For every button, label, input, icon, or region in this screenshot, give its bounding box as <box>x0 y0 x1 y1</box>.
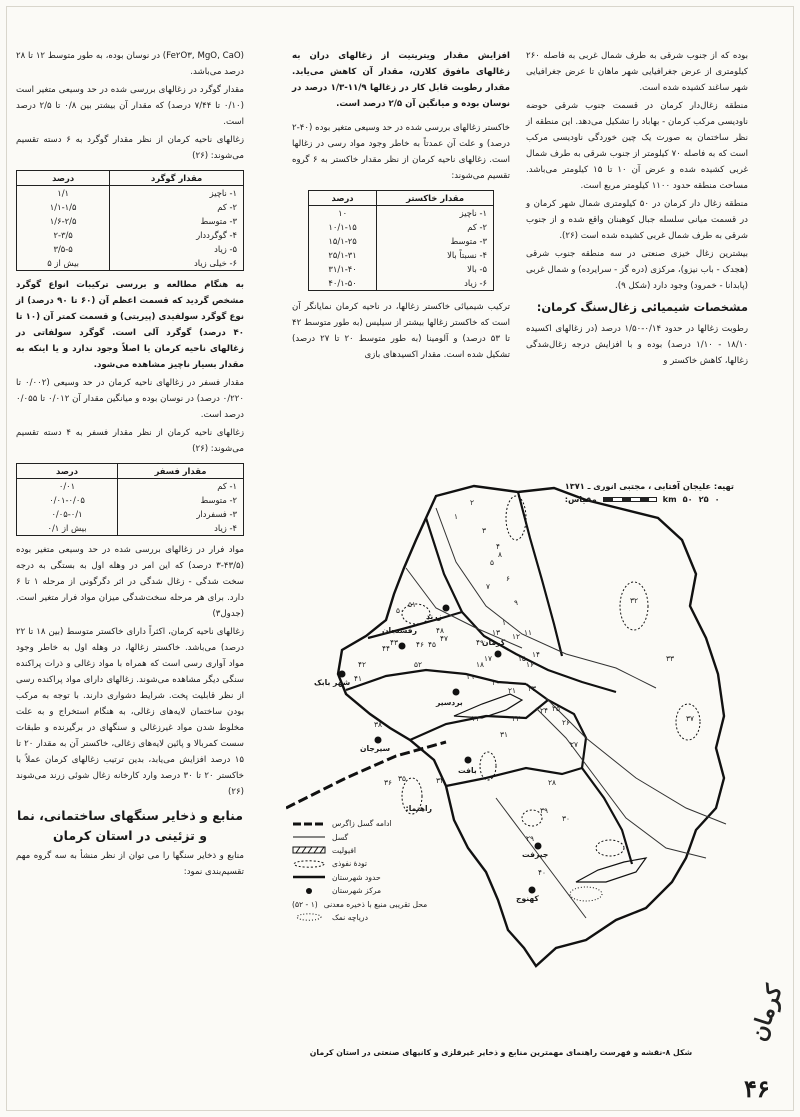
salt-lake <box>570 887 602 901</box>
legend-item <box>292 897 432 910</box>
table-cell-label: ۶- خیلی زیاد <box>110 256 244 271</box>
site-number: ۵۱ <box>408 600 416 609</box>
city-label-zarand: زرند <box>426 612 442 621</box>
map-prepared-by: تهیه: علیجان آفتابی ، مجتبی انوری ـ ۱۳۷۱ <box>564 481 734 491</box>
sulfur-table-header-label: مقدار گوگرد <box>110 171 244 186</box>
city-label-shahrbabak: شهر بابک <box>314 678 351 687</box>
legend-sample: (۵۲ - ۱) <box>292 899 318 909</box>
sulfur-table <box>16 170 244 271</box>
map-scale <box>565 493 734 506</box>
legend-item <box>292 830 432 843</box>
brand-logo: کرمان <box>745 981 788 1045</box>
table-row <box>17 228 244 242</box>
site-number: ۳۲ <box>630 596 638 605</box>
legend-label: ادامه گسل زاگرس <box>332 819 392 829</box>
legend-label: محل تقریبی منبع با ذخیره معدنی <box>323 899 428 909</box>
site-number: ۳۱ <box>500 730 508 739</box>
right-paragraph-3: منطقه زغال دار کرمان در ۵۰ کیلومتری شمال شهر کرمان و در قسمت میانی سلسله جبال کوهبنان واقع شده و از جنوب شرقی به طرف شمال غربی کشیده شده است (۲۶). <box>526 199 748 241</box>
right-paragraph-1: بوده که از جنوب شرقی به طرف شمال غربی به فاصله ۲۶۰ کیلومتری از عرض جغرافیایی شهر ماهان تا عرض جغرافیایی شهر ساغند کشیده شده است. <box>526 51 748 93</box>
site-number: ۱۶ <box>526 660 534 669</box>
city-label-sirjan: سیرجان <box>360 744 391 753</box>
city-label-rafsanjan: رفسنجان <box>382 626 417 635</box>
site-number: ۴۹ <box>476 638 484 647</box>
map-header <box>565 480 734 506</box>
city-center-shahrbabak <box>339 671 346 678</box>
table-row <box>17 479 244 494</box>
site-number: ۳۳ <box>472 714 480 723</box>
county-center-icon <box>292 887 326 895</box>
right-paragraph-4: بیشترین زغال خیزی صنعتی در سه منطقه جنوب شرقی (هجدک - باب نیزو)، مرکزی (دره گز - سرایرده) و شمال غربی (پابدانا - خمرود) وجود دارد (شکل ۹). <box>526 249 748 291</box>
left-paragraph-2: مقدار گوگرد در زغالهای بررسی شده در حد وسیعی متغیر است (۰/۱۰ تا ۷/۴۴ درصد) که مقدار آن بیشتر بین ۰/۸ تا ۲/۵ درصد است. <box>16 85 244 127</box>
city-label-kahnuj: کهنوج <box>516 894 539 903</box>
intrusive-body-1 <box>506 496 526 540</box>
site-number: ۲۴ <box>540 706 548 715</box>
map-drawing <box>286 478 742 1058</box>
page-number: ۴۶ <box>744 1074 770 1103</box>
zagros-fault-icon <box>292 820 326 828</box>
table-cell-label: ۳- متوسط <box>110 214 244 228</box>
table-cell-label: ۳- متوسط <box>377 234 494 248</box>
site-number: ۴۱ <box>354 674 362 683</box>
county-border-icon <box>292 873 326 881</box>
phosphor-table-header-percent: درصد <box>17 464 118 479</box>
map-scale-label: مقیاس: <box>564 494 597 504</box>
city-label-baft: بافت <box>458 766 477 775</box>
legend-item <box>292 911 432 924</box>
left-paragraph-6: زغالهای ناحیه کرمان از نظر مقدار فسفر به ۴ دسته تقسیم می‌شوند: (۲۶) <box>16 428 244 454</box>
table-cell-value: ۴۰/۱-۵۰ <box>309 276 377 291</box>
site-number: ۶ <box>506 574 510 583</box>
table-row <box>17 186 244 201</box>
map-scale-tick: ۵۰ <box>682 494 693 504</box>
site-number: ۴۶ <box>416 640 424 649</box>
table-row <box>309 206 494 221</box>
city-center-baft <box>465 757 472 764</box>
table-cell-value: ۲-۳/۵ <box>17 228 110 242</box>
building-stones-heading: منابع و ذخایر سنگهای ساختمانی، نما و تزئینی در استان کرمان <box>17 808 243 843</box>
site-number: ۲۲ <box>512 714 520 723</box>
left-paragraph-1: (Fe۲O۳, MgO, CaO) در نوسان بوده، به طور متوسط ۱۲ تا ۲۸ درصد می‌باشد. <box>16 51 244 77</box>
table-cell-label: ۲- کم <box>377 220 494 234</box>
table-cell-value: ۱۰/۱-۱۵ <box>309 220 377 234</box>
city-center-sirjan <box>375 737 382 744</box>
table-cell-value: ۳/۵-۵ <box>17 242 110 256</box>
site-number: ۴۲ <box>358 660 366 669</box>
site-number: ۹ <box>514 598 518 607</box>
city-center-bardsir <box>453 689 460 696</box>
ophiolite-belt-2 <box>576 858 646 882</box>
left-paragraph-5: مقدار فسفر در زغالهای ناحیه کرمان در حد وسیعی (۰/۰۰۲ تا ۰/۲۲۰ درصد) در نوسان بوده و میانگین مقدار آن ۰/۰۱۲ تا ۰/۰۵۵ درصد است. <box>16 378 245 420</box>
table-row <box>17 200 244 214</box>
table-cell-label: ۳- فسفردار <box>118 507 244 521</box>
chemical-properties-heading: مشخصات شیمیائی زغال‌سنگ کرمان: <box>536 300 748 314</box>
intrusive-body-8 <box>596 840 624 856</box>
site-number: ۲۷ <box>570 740 578 749</box>
site-number: ۱۰ <box>502 618 510 627</box>
map-legend <box>292 802 432 924</box>
map-scale-tick: ۰ <box>714 494 720 504</box>
site-number: ۴۴ <box>382 644 390 653</box>
site-number: ۲۹ <box>526 834 534 843</box>
site-number: ۳۴ <box>436 776 444 785</box>
table-cell-label: ۴- نسبتاً بالا <box>377 248 494 262</box>
site-number: ۳ <box>482 526 486 535</box>
salt-lake-icon <box>292 913 326 921</box>
sulfur-table-header-percent: درصد <box>17 171 110 186</box>
right-column <box>526 48 748 371</box>
site-number: ۲۶ <box>562 718 570 727</box>
ash-table-header-label: مقدار خاکستر <box>377 191 494 206</box>
table-cell-value: بیش از ۰/۱ <box>17 521 118 536</box>
site-number: ۳۰ <box>562 814 570 823</box>
site-number: ۱۲ <box>512 632 520 641</box>
site-number: ۲۸ <box>548 778 556 787</box>
site-number: ۳۹ <box>540 806 548 815</box>
mid-paragraph-1: افزایش مقدار ویتریتیت از زغالهای دران به زغالهای مافوق کلارن، مقدار آن کاهش می‌یابد. مقدار رطوبت قابل کار در زغالها ۱۱/۹-۱/۳ درصد در نوسان بوده و میانگین آن ۲/۵ درصد است. <box>292 51 510 109</box>
site-number: ۱۵ <box>518 654 526 663</box>
site-number: ۳۸ <box>374 720 382 729</box>
table-cell-value: ۰/۰۱-۰/۰۵ <box>17 493 118 507</box>
intrusive-body-2 <box>620 582 648 630</box>
site-number: ۳۳ <box>666 654 674 663</box>
city-center-rafsanjan <box>399 643 406 650</box>
legend-label: افیولیت <box>332 845 357 855</box>
ophiolite-icon <box>292 846 326 854</box>
left-paragraph-4: به هنگام مطالعه و بررسی ترکیبات انواع گوگرد مشخص گردید که قسمت اعظم آن (۶۰ تا ۹۰ درصد) از نوع گوگرد سولفیدی (پیریتی) و قسمت کمتر آن (۱۰ تا ۴۰ درصد) گوگرد آلی است. گوگرد سولفاتی در زغالهای ناحیه کرمان یا اصلاً وجود ندارد و یا اینکه به مقدار بسیار ناچیز مشاهده می‌شود. <box>16 280 244 370</box>
site-number: ۴۰ <box>538 868 546 877</box>
site-number: ۲ <box>470 498 474 507</box>
site-number: ۴۷ <box>440 634 448 643</box>
table-cell-label: ۵- زیاد <box>110 242 244 256</box>
legend-item <box>292 884 432 897</box>
table-cell-label: ۱- کم <box>118 479 244 494</box>
left-paragraph-7: مواد فرار در زغالهای بررسی شده در حد وسیعی متغیر بوده (۴۳/۵-۳ درصد) که این امر در وهله اول به بستگی به درجه سخت شدگی - زغال شدگی در اثر دگرگونی از مرحله ۱ تا ۶ دارد. برای هر مرحله سخت‌شدگی میزان مواد فرار متغیر است. (جدول۳) <box>16 545 244 619</box>
mid-paragraph-2: خاکستر زغالهای بررسی شده در حد وسیعی متغیر بوده (۴۰-۲ درصد) و علت آن عمدتاً به خاطر وجود مواد رسی در زغالها است. زغالهای ناحیه کرمان از نظر مقدار خاکستر به ۶ گروه تقسیم می‌شوند: <box>292 123 511 181</box>
legend-label: دریاچه نمک <box>332 912 368 922</box>
table-cell-label: ۲- کم <box>110 200 244 214</box>
fault-icon <box>292 833 326 841</box>
site-number: ۴۵ <box>428 640 436 649</box>
legend-item <box>292 844 432 857</box>
table-cell-label: ۲- متوسط <box>118 493 244 507</box>
site-number: ۳۷ <box>686 714 694 723</box>
middle-column <box>292 48 510 365</box>
map-caption: شکل ۸-نقشه و فهرست راهنمای مهمترین منابع و ذخایر غیرفلزی و کانیهای صنعتی در استان کرمان <box>309 1048 693 1057</box>
table-cell-value: ۱/۶-۲/۵ <box>17 214 110 228</box>
site-number: ۲۵ <box>552 704 560 713</box>
scale-bar-icon <box>603 497 657 502</box>
city-label-bardsir: بردسیر <box>436 698 463 707</box>
site-number: ۵۲ <box>414 660 422 669</box>
site-number: ۱۴ <box>532 650 540 659</box>
table-row <box>309 234 494 248</box>
ash-table-header-percent: درصد <box>309 191 377 206</box>
table-row <box>309 276 494 291</box>
legend-label: مرکز شهرستان <box>332 886 382 896</box>
legend-label: حدود شهرستان <box>332 872 381 882</box>
site-number: ۱۸ <box>476 660 484 669</box>
table-cell-label: ۵- بالا <box>377 262 494 276</box>
table-cell-label: ۶- زیاد <box>377 276 494 291</box>
table-cell-value: ۱/۱ <box>17 186 110 201</box>
table-row <box>309 262 494 276</box>
site-number: ۳۵ <box>398 774 406 783</box>
fault-line-3 <box>536 708 706 858</box>
intrusive-icon <box>292 860 326 868</box>
site-number: ۱۱ <box>524 628 532 637</box>
legend-item <box>292 817 432 830</box>
right-paragraph-5: رطوبت زغالها در حدود ۰/۱۴-۱/۵۰ درصد (در زغالهای اکسیده ۱۸/۱۰ - ۱/۱۰ درصد) بوده و با افزایش درجه زغال‌شدگی زغالها، کاهش خاکستر و <box>526 324 748 366</box>
intrusive-body-7 <box>522 810 542 826</box>
table-row <box>17 521 244 536</box>
site-number: ۴ <box>496 542 500 551</box>
table-cell-label: ۱- ناچیز <box>377 206 494 221</box>
site-number: ۳۶ <box>384 778 392 787</box>
legend-title: راهنما: <box>405 804 432 813</box>
city-center-kahnuj <box>529 887 536 894</box>
table-row <box>17 507 244 521</box>
city-center-kerman <box>495 651 502 658</box>
table-cell-value: ۰/۰۱ <box>17 479 118 494</box>
table-row <box>17 214 244 228</box>
table-cell-value: ۱۵/۱-۲۵ <box>309 234 377 248</box>
legend-item <box>292 871 432 884</box>
phosphor-table-header-label: مقدار فسفر <box>118 464 244 479</box>
site-number: ۲۳ <box>528 684 536 693</box>
map-scale-tick: ۲۵ <box>698 494 709 504</box>
table-row <box>17 493 244 507</box>
map-scale-unit: km <box>662 494 677 504</box>
table-row <box>17 256 244 271</box>
table-cell-value: بیش از ۵ <box>17 256 110 271</box>
site-number: ۲۱ <box>508 686 516 695</box>
site-number: ۴۳ <box>390 638 398 647</box>
site-number: ۵۰ <box>396 606 404 615</box>
site-number: ۱۳ <box>492 628 500 637</box>
city-center-zarand <box>443 605 450 612</box>
table-cell-value: ۳۱/۱-۴۰ <box>309 262 377 276</box>
site-number: ۱۷ <box>484 654 492 663</box>
left-column <box>16 48 244 882</box>
left-paragraph-3: زغالهای ناحیه کرمان از نظر مقدار گوگرد به ۶ دسته تقسیم می‌شوند: (۲۶) <box>16 135 244 161</box>
table-row <box>309 220 494 234</box>
legend-label: تودۀ نفوذی <box>332 859 368 869</box>
left-paragraph-9: منابع و ذخایر سنگها را می توان از نظر منشأ به سه گروه مهم تقسیم‌بندی نمود: <box>16 851 244 877</box>
city-label-jiroft: جیرفت <box>522 850 549 859</box>
table-cell-value: ۱۰ <box>309 206 377 221</box>
table-cell-value: ۱/۱-۱/۵ <box>17 200 110 214</box>
legend-item <box>292 857 432 870</box>
site-number: ۵ <box>490 558 494 567</box>
phosphor-table <box>16 463 244 536</box>
table-cell-value: ۲۵/۱-۳۱ <box>309 248 377 262</box>
table-cell-label: ۴- گوگرددار <box>110 228 244 242</box>
right-paragraph-2: منطقه زغال‌دار کرمان در قسمت جنوب شرقی حوضه ناودیسی مرکب کرمان - بهاباد را تشکیل می‌دهد. این منطقه از نظر ساختمان به صورت یک چین خوردگی ناودیسی مرکب است که به فاصله ۷۰ کیلومتر از جنوب شرقی به طرف شمال غربی کشیده شده و عرض آن ۱۰ تا ۱۵ کیلومتر می‌باشد. مساحت منطقه حدود ۱۱۰۰ کیلومتر مربع است. <box>526 101 748 191</box>
ash-table <box>308 190 494 291</box>
table-row <box>309 248 494 262</box>
site-number: ۲۰ <box>492 678 500 687</box>
table-cell-label: ۴- زیاد <box>118 521 244 536</box>
kerman-map <box>286 478 742 1058</box>
fault-line-2 <box>406 568 522 648</box>
legend-label: گسل <box>332 832 349 842</box>
mid-paragraph-3: ترکیب شیمیائی خاکستر زغالها، در ناحیه کرمان نمایانگر آن است که خاکستر زغالها بیشتر از سیلیس (به طور متوسط ۴۲ تا ۵۳ درصد) و آلومینا (به طور متوسط ۲۰ تا ۲۷ درصد) تشکیل شده است. مقدار اکسیدهای بازی <box>292 302 510 360</box>
city-label-kerman: کرمان <box>482 638 506 647</box>
table-cell-label: ۱- ناچیز <box>110 186 244 201</box>
site-number: ۱ <box>454 512 458 521</box>
left-paragraph-8: زغالهای ناحیه کرمان، اکثراً دارای خاکستر متوسط (بین ۱۸ تا ۲۲ درصد) می‌باشد. خاکستر زغالها، در وهله اول به خاطر وجود مواد آواری رسی است که همراه با مواد زغالی و ذرات پراکنده سنگی دیگر مشاهده می‌شوند. زغالهای دارای مواد پراکنده رسی از نظر قابلیت پخت. شرایط دشواری دارند. با توجه به مرکب بودن ساختمان لایه‌های زغالی، به هنگام استخراج و به علت مخلوط شدن مواد غیرزغالی و سنگهای در برگیرنده و طبقات سست کمربالا و پائین لایه‌های زغالی، خاکستر آن به مقدار ۲۰ تا ۱۵ درصد افزایش می‌یابد، بدین ترتیب زغالهای کرمان عملاً با خاکستر ۲۰ تا ۳۰ درصد وارد کارخانه زغال شوئی زرند می‌شوند (۲۶) <box>16 627 244 797</box>
city-center-jiroft <box>535 843 542 850</box>
county-border-1 <box>426 518 616 692</box>
table-row <box>17 242 244 256</box>
site-number: ۴۸ <box>436 626 444 635</box>
table-cell-value: ۰/۰۵-۰/۱ <box>17 507 118 521</box>
site-number: ۷ <box>486 582 490 591</box>
site-number: ۱۹ <box>466 672 474 681</box>
site-number: ۸ <box>498 550 502 559</box>
